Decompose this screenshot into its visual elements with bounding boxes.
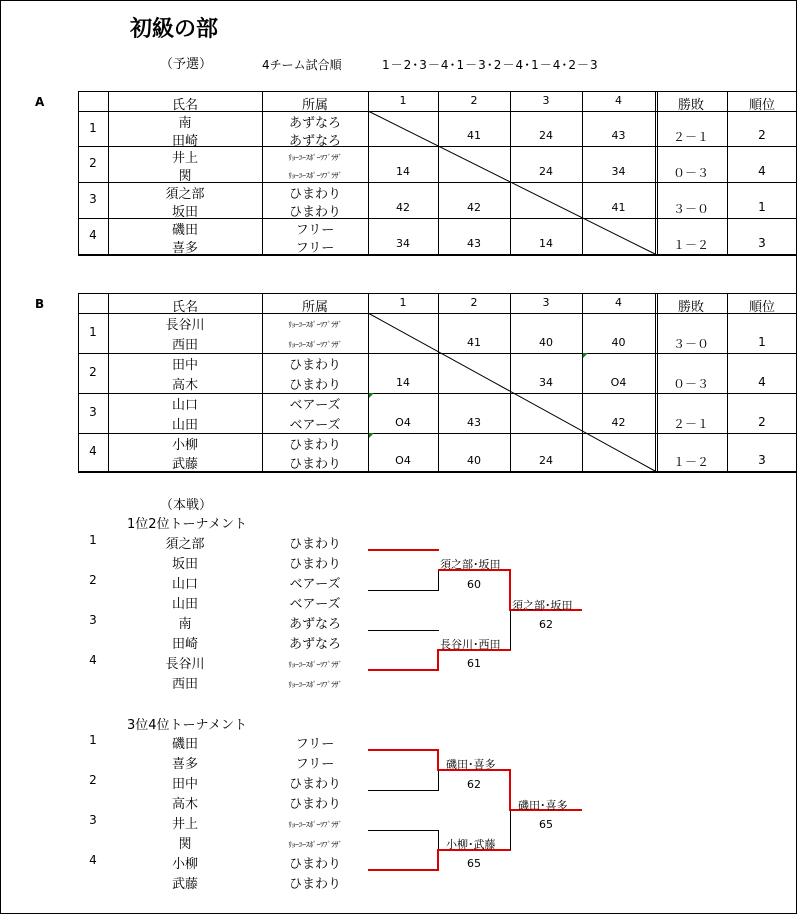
bracket-line xyxy=(510,611,511,650)
player-name: 小柳 xyxy=(171,857,199,872)
club-name: ひまわり xyxy=(288,557,342,572)
match-score: 41 xyxy=(611,201,626,214)
semi-winner: 長谷川･西田 xyxy=(440,638,501,651)
club-name: ひまわり xyxy=(288,777,342,792)
row-number: 3 xyxy=(89,192,97,206)
rank: 4 xyxy=(758,164,766,178)
bracket-line xyxy=(510,811,511,850)
win-loss: ２－１ xyxy=(672,130,710,144)
bracket-line-win xyxy=(368,749,439,751)
header-c1: 1 xyxy=(399,94,407,107)
semi-score: 61 xyxy=(467,657,481,670)
bracket-line xyxy=(368,830,439,831)
match-score: O4 xyxy=(610,376,627,389)
header-c4: 4 xyxy=(615,94,622,107)
club-name: ひまわり xyxy=(288,537,342,552)
match-score: 40 xyxy=(539,336,553,349)
club-name: ﾘｮｰﾕｰｽﾎﾟｰﾂﾌﾟﾗｻﾞ xyxy=(288,820,342,829)
bracket-line-win xyxy=(509,569,511,611)
bracket-title: 3位4位トーナメント xyxy=(127,718,248,733)
club-name: ﾘｮｰﾕｰｽﾎﾟｰﾂﾌﾟﾗｻﾞ xyxy=(288,340,342,349)
match-score: 24 xyxy=(539,454,553,467)
row-number: 3 xyxy=(89,405,97,419)
match-score: 40 xyxy=(467,454,481,467)
header-rank: 順位 xyxy=(748,98,776,113)
club-name: ベアーズ xyxy=(289,597,341,612)
win-loss: １－２ xyxy=(672,455,710,469)
header-rank: 順位 xyxy=(748,300,776,315)
player-name: 武藤 xyxy=(171,457,199,472)
semi-winner: 須之部･坂田 xyxy=(440,558,501,571)
main-label: （本戦） xyxy=(160,498,213,513)
comment-marker xyxy=(583,353,588,358)
rank: 3 xyxy=(758,236,766,250)
comment-marker xyxy=(369,393,374,398)
match-score: 34 xyxy=(396,237,410,250)
seed-number: 2 xyxy=(89,773,97,787)
club-name: ひまわり xyxy=(288,378,342,393)
rank: 3 xyxy=(758,453,766,467)
win-loss: ３－０ xyxy=(672,202,710,216)
bracket-line-win xyxy=(368,549,439,551)
bracket-line-win xyxy=(437,650,439,671)
club-name: あずなろ xyxy=(288,637,342,652)
player-name: 関 xyxy=(178,169,192,184)
club-name: ひまわり xyxy=(288,205,342,220)
rank: 2 xyxy=(758,128,766,142)
row-number: 4 xyxy=(89,444,97,458)
bracket-line-win xyxy=(368,669,439,671)
player-name: 磯田 xyxy=(171,223,199,238)
group-b-label: B xyxy=(35,297,45,311)
player-name: 田中 xyxy=(171,358,199,373)
player-name: 武藤 xyxy=(171,877,199,892)
player-name: 長谷川 xyxy=(165,657,205,672)
rank: 1 xyxy=(758,335,766,349)
rank: 4 xyxy=(758,375,766,389)
match-score: 14 xyxy=(539,237,553,250)
row-number: 4 xyxy=(89,228,97,242)
player-name: 関 xyxy=(178,837,192,852)
bracket-line xyxy=(368,630,439,631)
header-club: 所属 xyxy=(301,98,329,113)
header-name: 氏名 xyxy=(171,98,199,113)
final-winner: 須之部･坂田 xyxy=(512,599,573,612)
match-score: 43 xyxy=(467,237,481,250)
bracket-line-win xyxy=(368,869,439,871)
player-name: 小柳 xyxy=(171,438,199,453)
semi-score: 65 xyxy=(467,857,481,870)
match-score: 34 xyxy=(539,376,553,389)
bracket-line-win xyxy=(509,769,511,811)
header-name: 氏名 xyxy=(171,300,199,315)
player-name: 喜多 xyxy=(171,757,199,772)
player-name: 山口 xyxy=(171,577,199,592)
player-name: 坂田 xyxy=(171,557,199,572)
rank: 2 xyxy=(758,415,766,429)
player-name: 須之部 xyxy=(165,537,205,552)
match-score: 34 xyxy=(611,165,626,178)
player-name: 西田 xyxy=(171,338,199,353)
page-title: 初級の部 xyxy=(130,17,219,42)
club-name: ひまわり xyxy=(288,797,342,812)
final-score: 65 xyxy=(539,818,553,831)
player-name: 山田 xyxy=(171,418,199,433)
player-name: 坂田 xyxy=(171,205,199,220)
club-name: ベアーズ xyxy=(289,398,341,413)
win-loss: １－２ xyxy=(672,238,710,252)
bracket-line-win xyxy=(437,749,439,771)
club-name: ひまわり xyxy=(288,358,342,373)
player-name: 長谷川 xyxy=(165,318,205,333)
club-name: ひまわり xyxy=(288,457,342,472)
seed-number: 1 xyxy=(89,733,97,747)
club-name: フリー xyxy=(295,737,335,752)
final-score: 62 xyxy=(539,618,553,631)
club-name: ひまわり xyxy=(288,187,342,202)
club-name: ﾘｮｰﾕｰｽﾎﾟｰﾂﾌﾟﾗｻﾞ xyxy=(288,153,342,162)
semi-score: 62 xyxy=(467,778,481,791)
club-name: ベアーズ xyxy=(289,577,341,592)
win-loss: ０－３ xyxy=(672,166,710,180)
header-c2: 2 xyxy=(470,94,478,107)
player-name: 山田 xyxy=(171,597,199,612)
header-c4: 4 xyxy=(615,296,622,309)
player-name: 山口 xyxy=(171,398,199,413)
header-record: 勝敗 xyxy=(677,98,705,113)
match-score: 40 xyxy=(611,336,626,349)
diagonal-line xyxy=(368,313,655,471)
club-name: ﾘｮｰﾕｰｽﾎﾟｰﾂﾌﾟﾗｻﾞ xyxy=(288,171,342,180)
row-number: 2 xyxy=(89,156,97,170)
match-score: O4 xyxy=(395,454,411,467)
row-number: 1 xyxy=(89,325,97,339)
player-name: 田崎 xyxy=(171,637,199,652)
row-number: 2 xyxy=(89,365,97,379)
win-loss: ３－０ xyxy=(672,337,710,351)
header-c3: 3 xyxy=(542,94,550,107)
player-name: 喜多 xyxy=(171,241,199,256)
seed-number: 2 xyxy=(89,573,97,587)
match-score: O4 xyxy=(395,416,411,429)
bracket-line xyxy=(438,771,439,791)
semi-winner: 磯田･喜多 xyxy=(446,758,496,771)
club-name: ﾘｮｰﾕｰｽﾎﾟｰﾂﾌﾟﾗｻﾞ xyxy=(288,320,342,329)
club-name: ﾘｮｰﾕｰｽﾎﾟｰﾂﾌﾟﾗｻﾞ xyxy=(288,840,342,849)
club-name: ひまわり xyxy=(288,877,342,892)
club-name: フリー xyxy=(295,223,335,238)
row-number: 1 xyxy=(89,120,97,135)
header-c2: 2 xyxy=(470,296,478,309)
club-name: あずなろ xyxy=(288,617,342,632)
player-name: 南 xyxy=(178,116,192,131)
player-name: 磯田 xyxy=(171,737,199,752)
match-score: 41 xyxy=(467,129,481,142)
comment-marker xyxy=(369,433,374,438)
prelim-label: （予選） xyxy=(160,57,213,72)
match-score: 14 xyxy=(396,165,410,178)
match-order: 1－2･3－4･1－3･2－4･1－4･2－3 xyxy=(382,58,599,72)
player-name: 西田 xyxy=(171,677,199,692)
bracket-title: 1位2位トーナメント xyxy=(127,517,248,532)
match-score: 43 xyxy=(611,129,626,142)
club-name: フリー xyxy=(295,757,335,772)
match-score: 24 xyxy=(539,165,553,178)
player-name: 井上 xyxy=(171,817,199,832)
player-name: 須之部 xyxy=(165,187,205,202)
bracket-line xyxy=(438,830,439,850)
club-name: ひまわり xyxy=(288,438,342,453)
header-c3: 3 xyxy=(542,296,550,309)
rank: 1 xyxy=(758,200,766,214)
club-name: ひまわり xyxy=(288,857,342,872)
seed-number: 4 xyxy=(89,653,97,667)
club-name: あずなろ xyxy=(288,133,342,149)
semi-winner: 小柳･武藤 xyxy=(446,838,496,851)
header-record: 勝敗 xyxy=(677,300,705,315)
match-score: 41 xyxy=(467,336,481,349)
seed-number: 3 xyxy=(89,613,97,627)
match-score: 14 xyxy=(396,376,410,389)
match-score: 43 xyxy=(467,416,481,429)
win-loss: ０－３ xyxy=(672,377,710,391)
club-name: フリー xyxy=(295,241,335,256)
final-winner: 磯田･喜多 xyxy=(518,799,568,812)
bracket-line xyxy=(438,570,439,591)
bracket-line xyxy=(368,590,439,591)
semi-score: 60 xyxy=(467,578,481,591)
seed-number: 4 xyxy=(89,853,97,867)
player-name: 田崎 xyxy=(171,133,199,149)
player-name: 高木 xyxy=(171,797,199,812)
win-loss: ２－１ xyxy=(672,417,710,431)
seed-number: 3 xyxy=(89,813,97,827)
club-name: ﾘｮｰﾕｰｽﾎﾟｰﾂﾌﾟﾗｻﾞ xyxy=(288,660,342,669)
match-score: 24 xyxy=(539,129,553,142)
match-score: 42 xyxy=(467,201,481,214)
club-name: ベアーズ xyxy=(289,418,341,433)
player-name: 南 xyxy=(178,617,192,632)
match-order-label: 4チーム試合順 xyxy=(262,58,342,72)
player-name: 田中 xyxy=(171,777,199,792)
header-c1: 1 xyxy=(399,296,407,309)
club-name: ﾘｮｰﾕｰｽﾎﾟｰﾂﾌﾟﾗｻﾞ xyxy=(288,680,342,689)
group-a-label: A xyxy=(35,95,45,109)
bracket-line-win xyxy=(437,849,439,871)
match-score: 42 xyxy=(611,416,626,429)
player-name: 井上 xyxy=(171,151,199,166)
player-name: 高木 xyxy=(171,378,199,393)
seed-number: 1 xyxy=(89,533,97,547)
club-name: あずなろ xyxy=(288,116,342,131)
header-club: 所属 xyxy=(301,300,329,315)
match-score: 42 xyxy=(396,201,410,214)
bracket-line xyxy=(368,790,439,791)
